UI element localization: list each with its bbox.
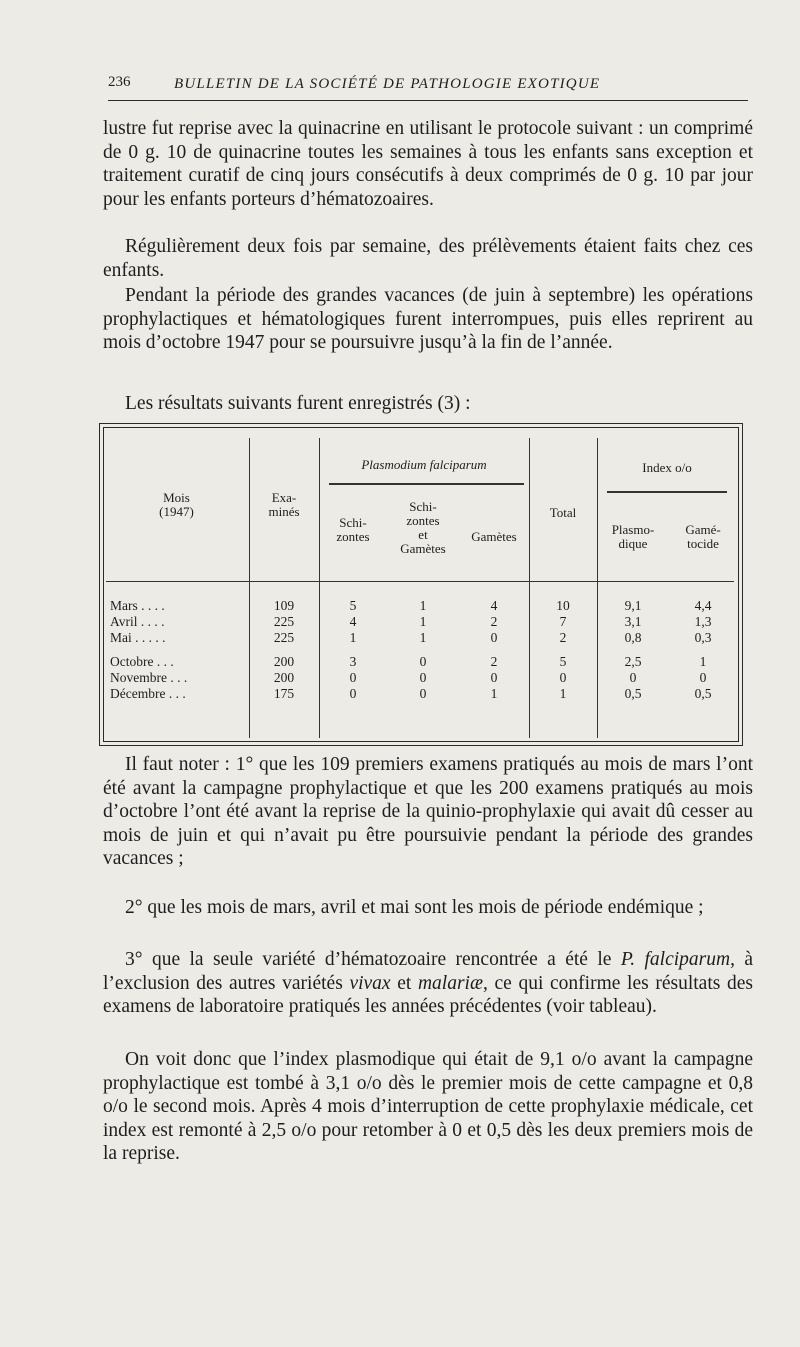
cell-mois: Décembre . . . — [110, 686, 186, 701]
column-mois — [110, 598, 245, 702]
column-gametes — [459, 598, 529, 702]
cell-examines: 225 — [273, 614, 295, 629]
cell-schizontes: 3 — [349, 654, 357, 669]
column-plasmodique — [597, 598, 669, 702]
cell-examines: 200 — [273, 670, 295, 685]
header-schizontes: Schi- zontes — [336, 515, 370, 544]
cell-gametes: 4 — [490, 598, 498, 613]
column-schizontes-gametes — [387, 598, 459, 702]
cell-mois: Novembre . . . — [110, 670, 188, 685]
cell-schizontes-gametes: 0 — [419, 654, 427, 669]
header-examines: Exa- minés — [268, 490, 300, 519]
cell-plasmodique: 2,5 — [624, 654, 642, 669]
header-index: Index o/o — [642, 460, 692, 475]
cell-plasmodique: 3,1 — [624, 614, 642, 629]
cell-schizontes-gametes: 1 — [419, 598, 427, 613]
paragraph-note-3: 3° que la seule variété d’hématozoaire rencontrée a été le P. falciparum, à l’exclusion des autres variétés vivax et malariæ, ce qui confirme les résultats des examens de laboratoire pratiqués les années précédentes (voir tableau). — [103, 949, 754, 1018]
column-total — [529, 598, 597, 702]
running-head: BULLETIN DE LA SOCIÉTÉ DE PATHOLOGIE EXOTIQUE — [174, 76, 601, 92]
page-header — [108, 74, 748, 101]
header-total: Total — [549, 505, 577, 520]
table-divider — [319, 438, 320, 738]
cell-mois: Octobre . . . — [110, 654, 174, 669]
cell-total: 2 — [559, 630, 567, 645]
paragraph-conclusion: On voit donc que l’index plasmodique qui était de 9,1 o/o avant la campagne prophylactique est tombé à 3,1 o/o dès le premier mois de cette campagne et 0,8 o/o le second mois. Après 4 mois d’interruption de cette prophylaxie médicale, cet index est remonté à 2,5 o/o pour retomber à 0 et 0,5 dès les deux premiers mois de la reprise. — [103, 1049, 753, 1165]
header-schizontes-gametes: Schi- zontes et Gamètes — [400, 499, 446, 556]
cell-total: 1 — [559, 686, 567, 701]
cell-mois: Mars . . . . — [110, 598, 165, 613]
results-table — [103, 427, 739, 742]
column-examines — [249, 598, 319, 702]
page-number: 236 — [108, 74, 131, 90]
cell-plasmodique: 0 — [629, 670, 637, 685]
paragraph-prelevements: Régulièrement deux fois par semaine, des prélèvements étaient faits chez ces enfants. — [103, 236, 753, 281]
cell-gametes: 0 — [490, 630, 498, 645]
cell-gametes: 2 — [490, 654, 498, 669]
cell-gametocide: 1,3 — [694, 614, 712, 629]
index-brace — [607, 491, 727, 493]
paragraph-note-1: Il faut noter : 1° que les 109 premiers examens pratiqués au mois de mars l’ont été avant la campagne prophylactique et que les 200 examens pratiqués au mois d’octobre l’ont été avant la reprise de la quinio-prophylaxie qui avait dû cesser au mois de juin et qui n’avait pu être poursuivie pendant la période des grandes vacances ; — [103, 754, 753, 870]
cell-examines: 175 — [273, 686, 295, 701]
cell-total: 10 — [556, 598, 570, 613]
cell-plasmodique: 0,5 — [624, 686, 642, 701]
cell-examines: 225 — [273, 630, 295, 645]
table-divider — [597, 438, 598, 738]
cell-gametocide: 1 — [699, 654, 707, 669]
paragraph-protocol: lustre fut reprise avec la quinacrine en utilisant le protocole suivant : un comprimé de 0 g. 10 de quinacrine toutes les semaines à tous les enfants sans exception et traitement curatif de cinq jours consécutifs à deux comprimés de 0 g. 10 par jour pour les enfants porteurs d’hématozoaires. — [103, 118, 753, 210]
cell-plasmodique: 9,1 — [624, 598, 642, 613]
cell-schizontes: 0 — [349, 686, 357, 701]
cell-gametocide: 0,3 — [694, 630, 712, 645]
cell-gametocide: 4,4 — [694, 598, 712, 613]
cell-mois: Avril . . . . — [110, 614, 165, 629]
cell-total: 5 — [559, 654, 567, 669]
cell-schizontes-gametes: 0 — [419, 686, 427, 701]
cell-gametes: 1 — [490, 686, 498, 701]
cell-examines: 200 — [273, 654, 295, 669]
cell-mois: Mai . . . . . — [110, 630, 166, 645]
plasmodium-brace — [329, 483, 524, 485]
cell-plasmodique: 0,8 — [624, 630, 642, 645]
table-header-rule — [106, 581, 734, 582]
cell-schizontes: 4 — [349, 614, 357, 629]
cell-schizontes: 5 — [349, 598, 357, 613]
header-plasmodium: Plasmodium falciparum — [361, 457, 487, 472]
cell-total: 0 — [559, 670, 567, 685]
cell-gametes: 0 — [490, 670, 498, 685]
column-gametocide — [669, 598, 737, 702]
header-plasmodique: Plasmo- dique — [611, 522, 655, 551]
cell-gametocide: 0 — [699, 670, 707, 685]
paragraph-note-2: 2° que les mois de mars, avril et mai sont les mois de période endémique ; — [125, 897, 704, 918]
cell-schizontes-gametes: 0 — [419, 670, 427, 685]
paragraph-vacances: Pendant la période des grandes vacances (de juin à septembre) les opérations prophylactiques et hématologiques furent interrompues, puis elles reprirent au mois d’octobre 1947 pour se poursuivre jusqu’à la fin de l’année. — [103, 285, 753, 354]
paragraph-resultats-intro: Les résultats suivants furent enregistrés (3) : — [125, 393, 471, 414]
table-divider — [529, 438, 530, 738]
cell-gametes: 2 — [490, 614, 498, 629]
cell-total: 7 — [559, 614, 567, 629]
header-mois: Mois (1947) — [159, 490, 194, 519]
cell-examines: 109 — [273, 598, 295, 613]
header-gametes: Gamètes — [471, 529, 517, 544]
cell-schizontes: 1 — [349, 630, 357, 645]
cell-schizontes-gametes: 1 — [419, 630, 427, 645]
header-gametocide: Gamé- tocide — [685, 522, 721, 551]
table-divider — [249, 438, 250, 738]
cell-schizontes-gametes: 1 — [419, 614, 427, 629]
column-schizontes — [319, 598, 387, 702]
cell-gametocide: 0,5 — [694, 686, 712, 701]
cell-schizontes: 0 — [349, 670, 357, 685]
